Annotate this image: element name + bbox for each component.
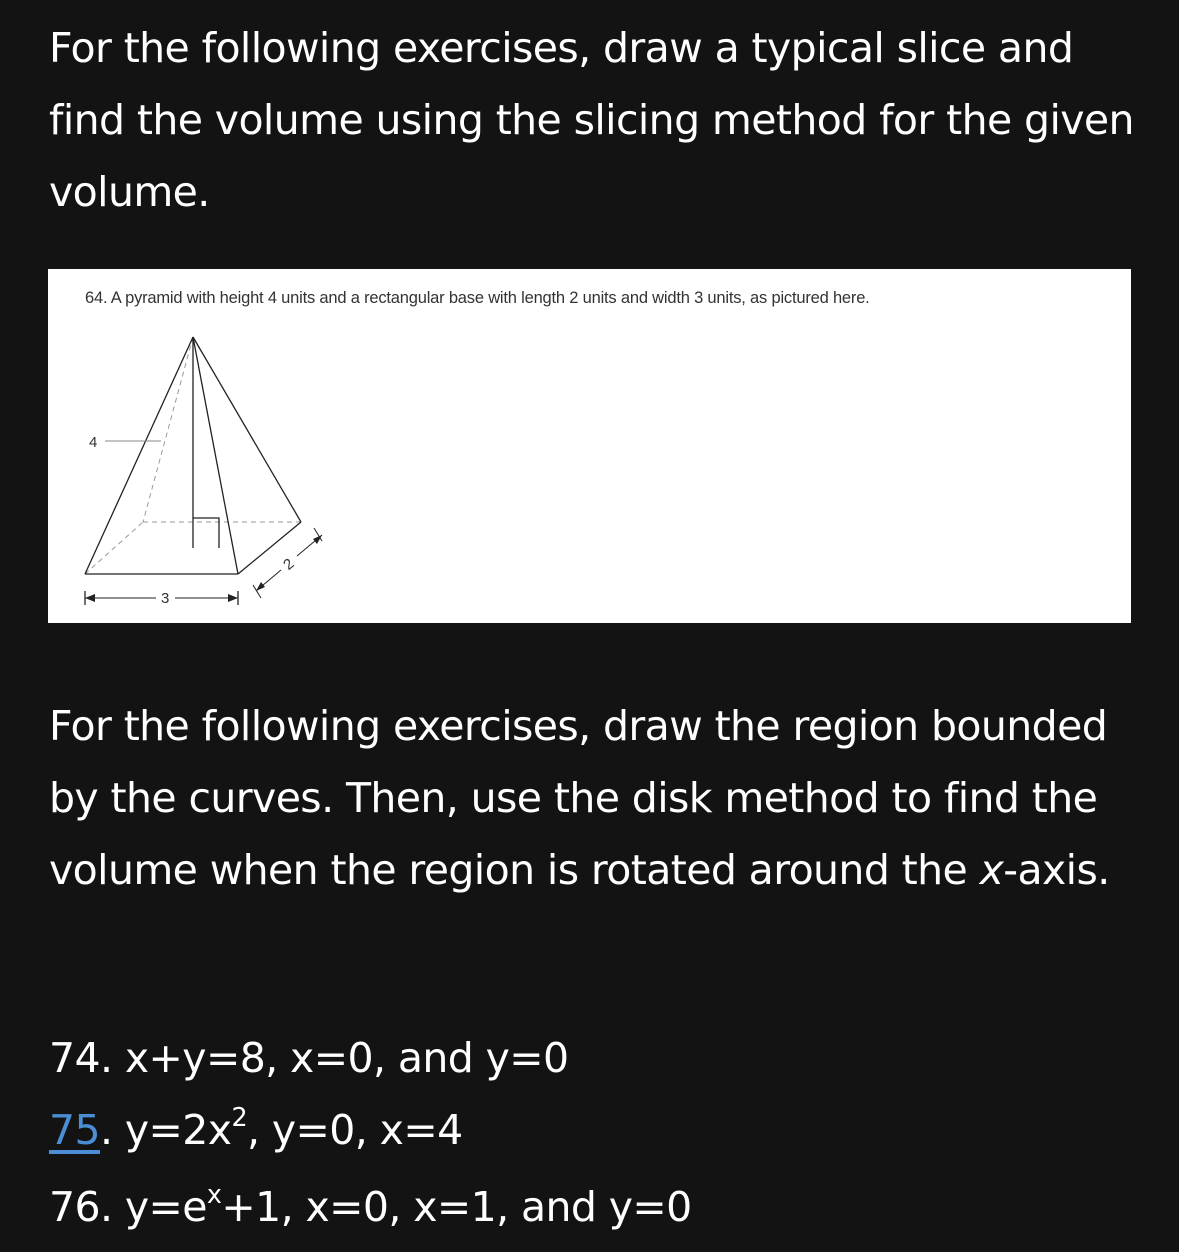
section-instructions-slicing: For the following exercises, draw a typical slice and find the volume using the slicing method for the given volume. — [49, 24, 1134, 216]
pyramid-edge — [85, 337, 193, 574]
arrowhead — [228, 594, 238, 602]
problem-74: 74. x+y=8, x=0, and y=0 — [49, 1034, 569, 1082]
problem-75-link[interactable]: 75 — [49, 1106, 100, 1154]
exercise-64-caption: 64. A pyramid with height 4 units and a rectangular base with length 2 units and width 3 units, as pictured here. — [85, 289, 870, 307]
arrowhead — [85, 594, 95, 602]
problem-75: 75. $y=2x^2$, y=0, x=4 — [49, 1102, 463, 1154]
problem-76: 76. $y=e^x+1$, x=0, x=1, and y=0 — [49, 1179, 692, 1231]
pyramid-hidden-edge — [85, 522, 143, 574]
exercise-64-figure-card — [48, 269, 1131, 623]
pyramid-edge — [193, 337, 238, 574]
width-label: 3 — [161, 590, 170, 607]
pyramid-edge — [193, 337, 301, 522]
x-variable: x — [979, 846, 1004, 894]
pyramid-diagram — [48, 269, 1131, 623]
problem-list — [49, 1022, 692, 1248]
arrowhead — [256, 582, 265, 591]
height-label: 4 — [89, 434, 98, 451]
section-instructions-disk-method: For the following exercises, draw the region bounded by the curves. Then, use the disk method to find the volume when the region is rotated around the x-axis. — [49, 702, 1110, 894]
length-label: 2 — [280, 555, 298, 574]
